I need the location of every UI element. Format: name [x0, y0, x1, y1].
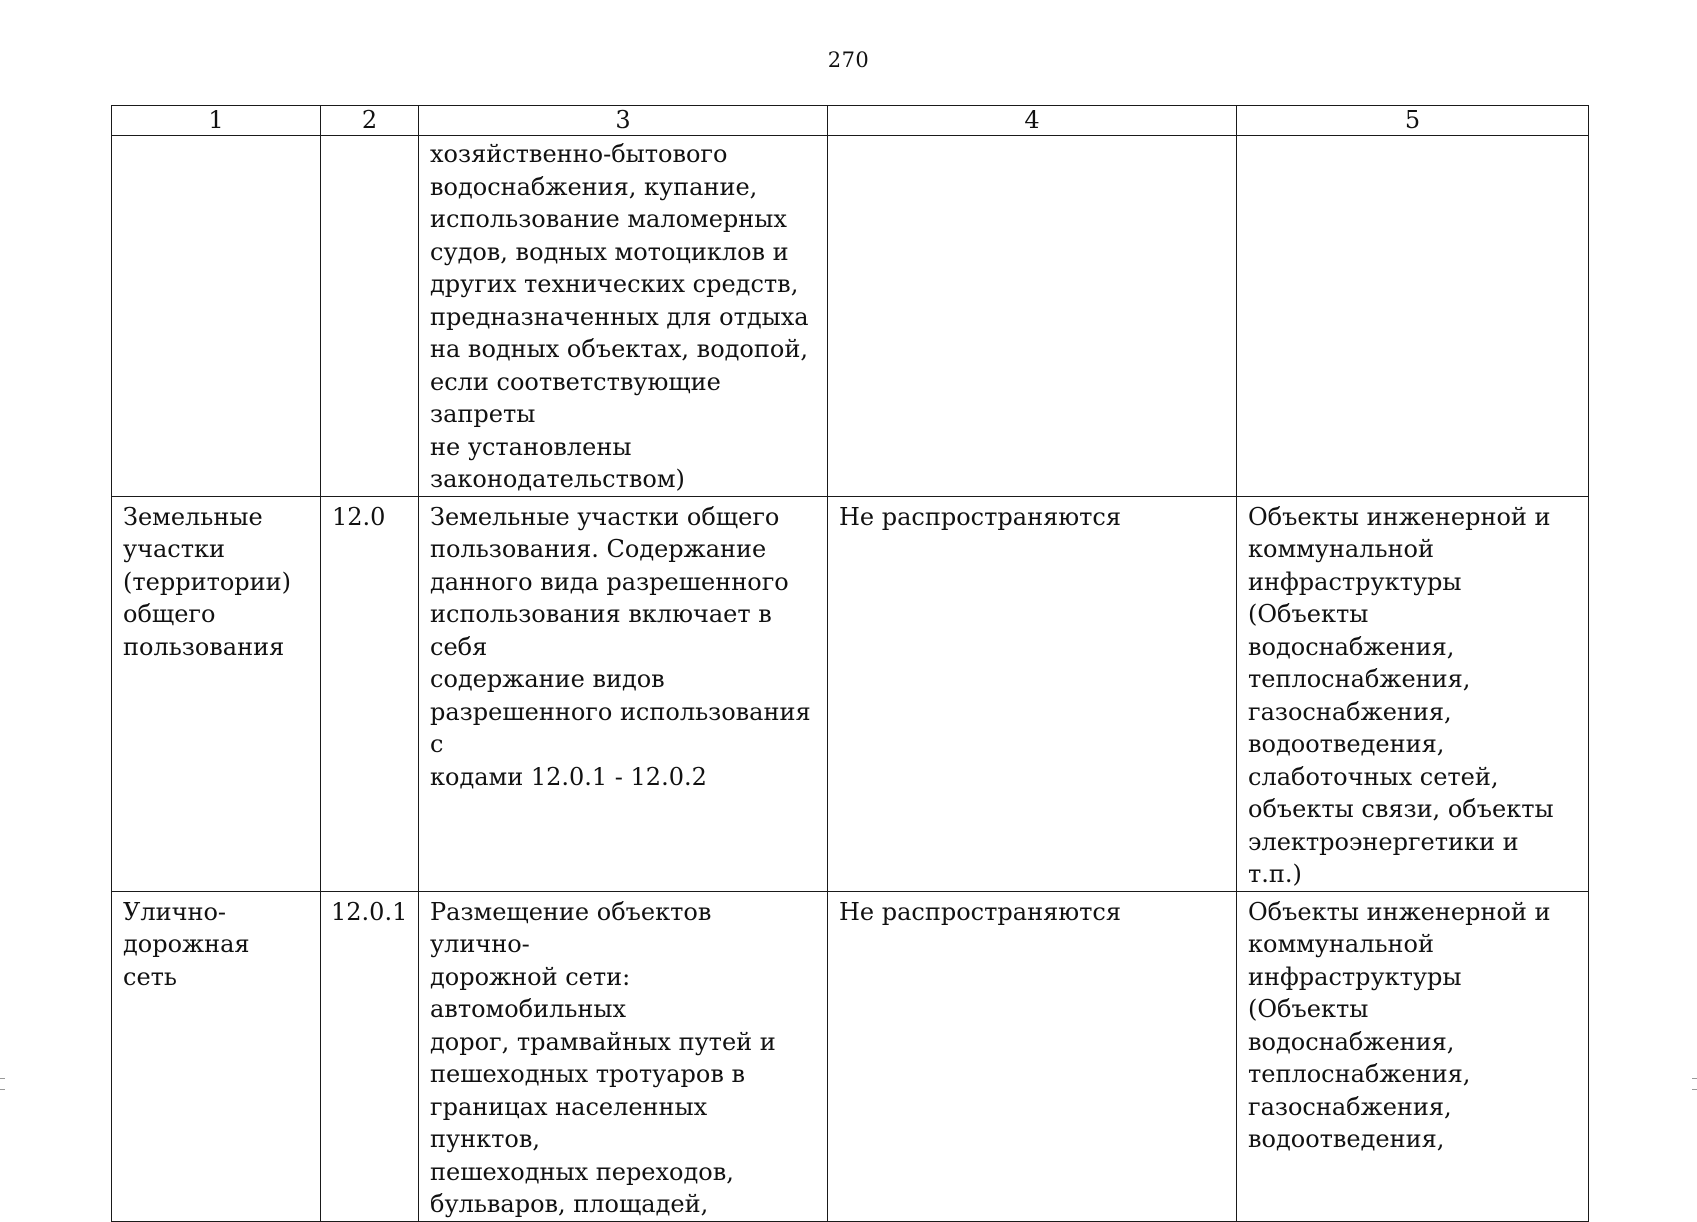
- cell-description: Земельные участки общего пользования. Содержание данного вида разрешенного использования включает в себя содержание видов разрешенного использования с кодами 12.0.1 - 12.0.2: [419, 496, 828, 891]
- cell-col5: Объекты инженерной и коммунальной инфраструктуры (Объекты водоснабжения, теплоснабжения, газоснабжения, водоотведения,: [1237, 891, 1589, 1221]
- scan-edge-mark: [1692, 1078, 1697, 1090]
- cell-name: [112, 136, 321, 497]
- scan-edge-mark: [0, 1078, 5, 1090]
- table-row: [112, 496, 1589, 891]
- cell-col4: [828, 136, 1237, 497]
- column-header-1: 1: [112, 106, 321, 136]
- regulations-table: [111, 105, 1589, 1222]
- cell-col4: Не распространяются: [828, 496, 1237, 891]
- cell-col5: [1237, 136, 1589, 497]
- table-row: [112, 136, 1589, 497]
- cell-col4: Не распространяются: [828, 891, 1237, 1221]
- page-number: 270: [827, 48, 870, 72]
- cell-description: Размещение объектов улично- дорожной сети: автомобильных дорог, трамвайных путей и пешеходных тротуаров в границах населенных пунктов, пешеходных переходов, бульваров, площадей,: [419, 891, 828, 1221]
- column-header-4: 4: [828, 106, 1237, 136]
- cell-name: Земельные участки (территории) общего пользования: [112, 496, 321, 891]
- table-row: [112, 891, 1589, 1221]
- column-header-5: 5: [1237, 106, 1589, 136]
- cell-code: 12.0: [321, 496, 419, 891]
- column-header-3: 3: [419, 106, 828, 136]
- table-header-row: [112, 106, 1589, 136]
- column-header-2: 2: [321, 106, 419, 136]
- cell-col5: Объекты инженерной и коммунальной инфраструктуры (Объекты водоснабжения, теплоснабжения, газоснабжения, водоотведения, слаботочных сетей, объекты связи, объекты электроэнергетики и т.п.): [1237, 496, 1589, 891]
- cell-description: хозяйственно-бытового водоснабжения, купание, использование маломерных судов, водных мотоциклов и других технических средств, предназначенных для отдыха на водных объектах, водопой, если соответствующие запреты не установлены законодательством): [419, 136, 828, 497]
- cell-name: Улично- дорожная сеть: [112, 891, 321, 1221]
- cell-code: [321, 136, 419, 497]
- cell-code: 12.0.1: [321, 891, 419, 1221]
